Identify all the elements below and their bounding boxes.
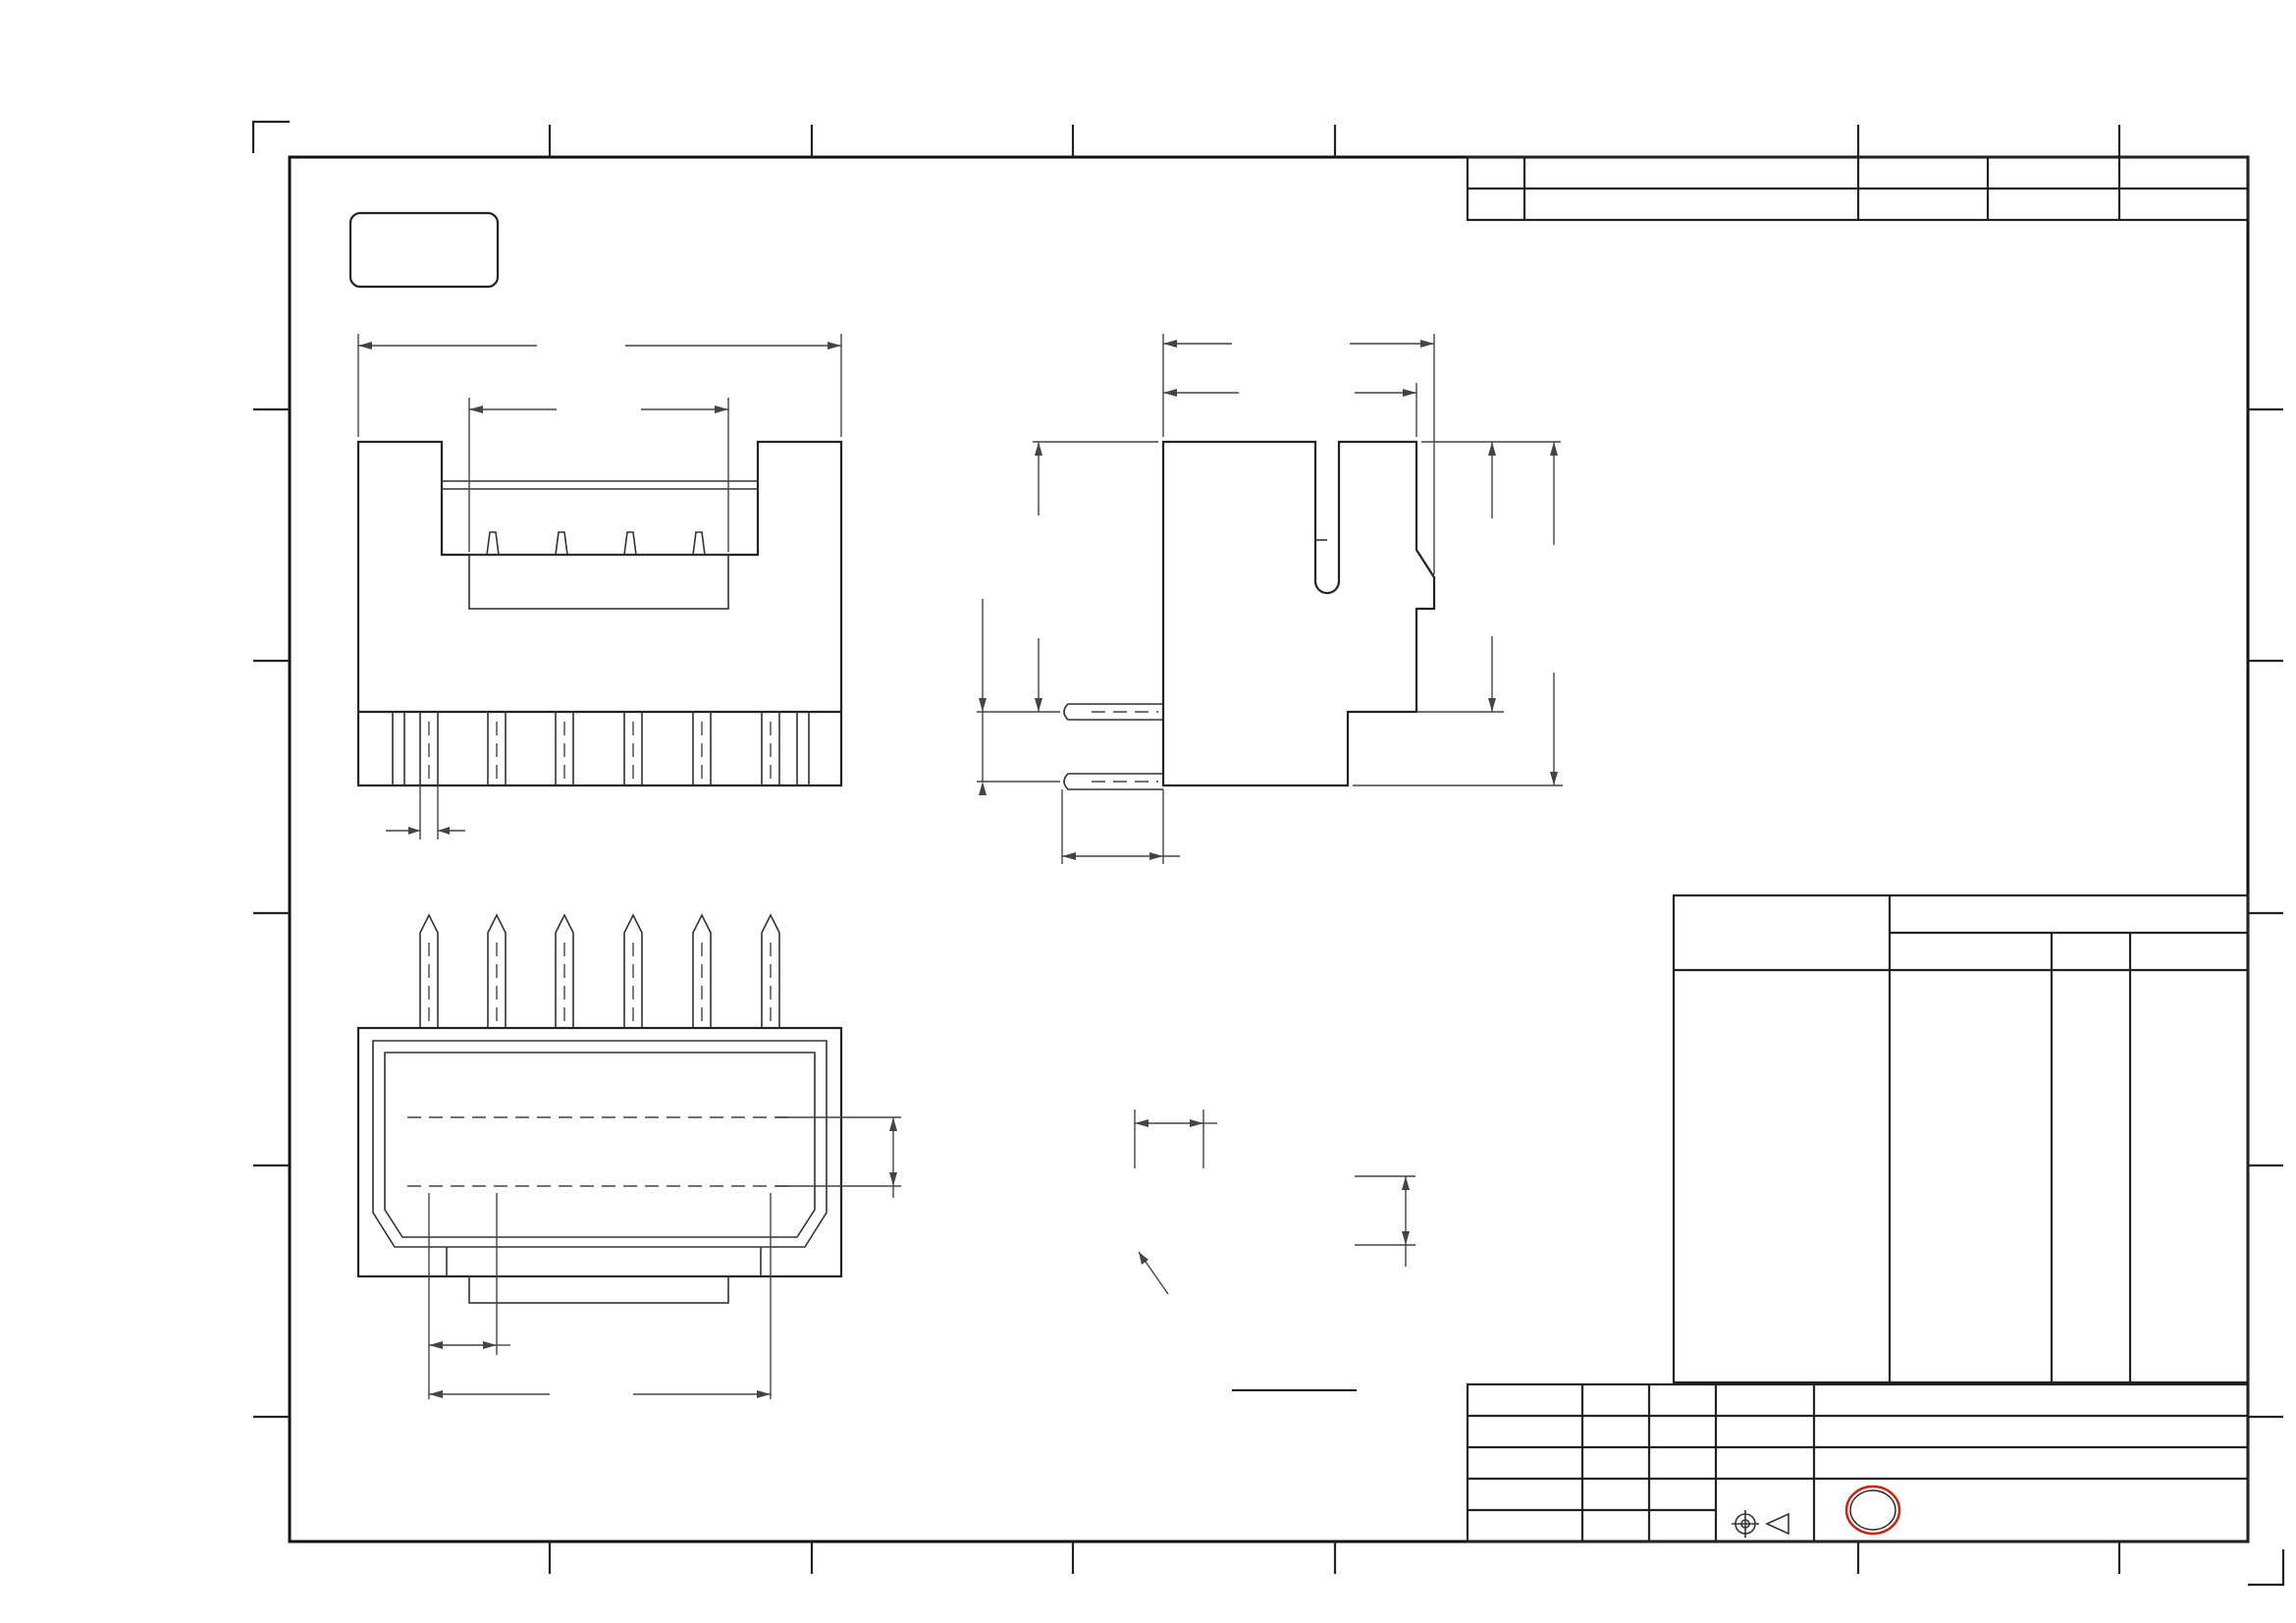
front-view (358, 334, 841, 839)
projection-symbol-icon (1732, 1510, 1789, 1538)
title-block (1468, 1384, 2248, 1542)
company-logo (1846, 1487, 1899, 1534)
size-table (1674, 895, 2248, 1382)
revision-table (1468, 157, 2248, 220)
rohs-badge (350, 213, 498, 287)
pcb-layout (1135, 1109, 1415, 1390)
side-view (977, 334, 1563, 864)
sheet-border (253, 122, 2283, 1585)
top-view (358, 915, 901, 1399)
